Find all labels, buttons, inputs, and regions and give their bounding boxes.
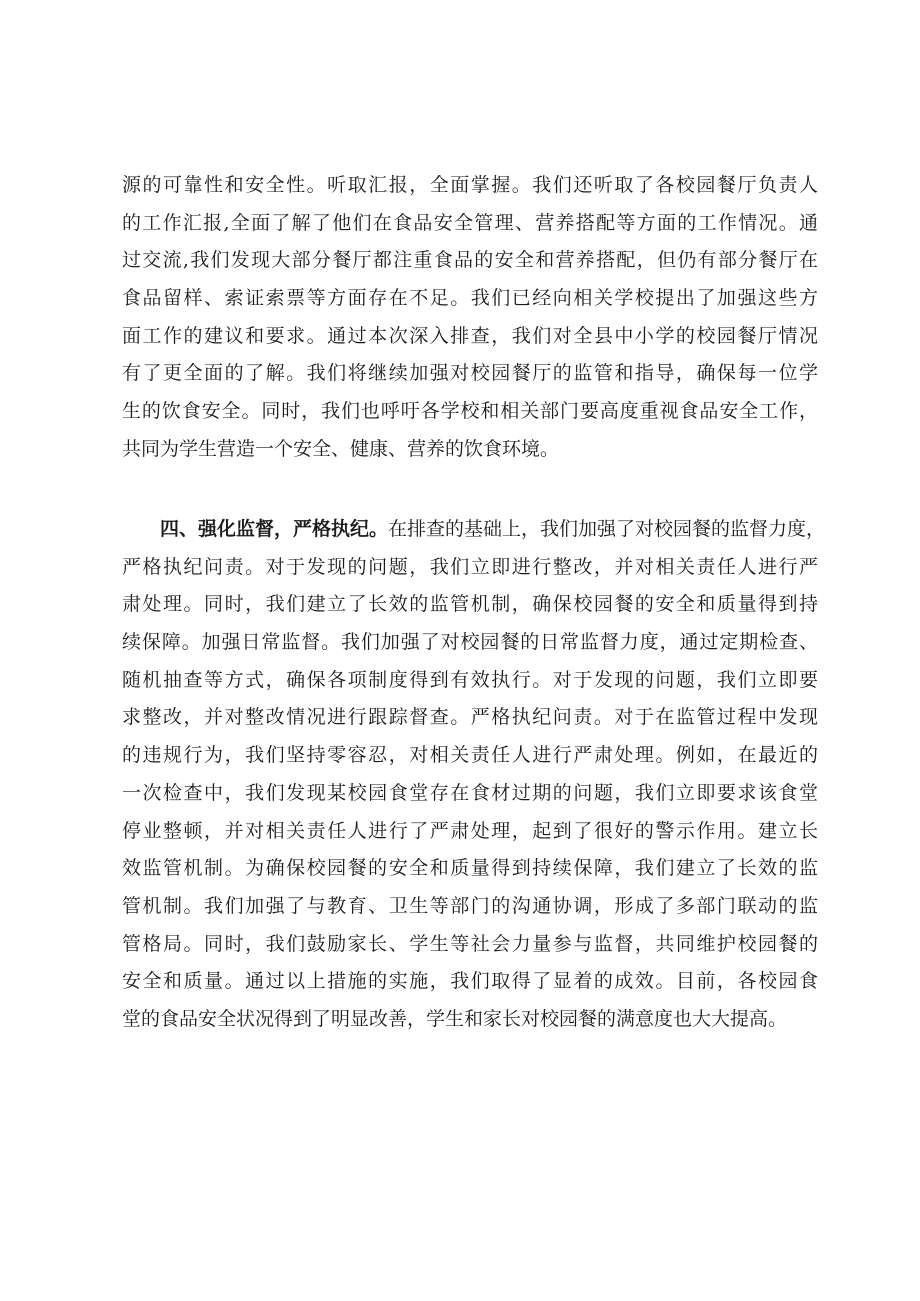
paragraph-line: 管格局。同时，我们鼓励家长、学生等社会力量参与监督，共同维护校园餐的 [122, 932, 818, 955]
paragraph-line: 面工作的建议和要求。通过本次深入排查，我们对全县中小学的校园餐厅情况 [122, 324, 818, 347]
paragraph-line: 源的可靠性和安全性。听取汇报，全面掌握。我们还听取了各校园餐厅负责人 [122, 174, 818, 196]
paragraph-line: 有了更全面的了解。我们将继续加强对校园餐厅的监管和指导，确保每一位学 [122, 362, 818, 385]
paragraph-line: 续保障。加强日常监督。我们加强了对校园餐的日常监督力度，通过定期检查、 [122, 631, 818, 654]
paragraph-line: 肃处理。同时，我们建立了长效的监管机制，确保校园餐的安全和质量得到持 [122, 593, 818, 616]
paragraph-line-rest: 在排查的基础上，我们加强了对校园餐的监督力度， [388, 518, 826, 540]
paragraph-line: 一次检查中，我们发现某校园食堂存在食材过期的问题，我们立即要求该食堂 [122, 781, 818, 804]
paragraph-2 [122, 511, 826, 1039]
paragraph-1 [122, 167, 818, 469]
paragraph-line: 安全和质量。通过以上措施的实施，我们取得了显着的成效。目前，各校园食 [122, 970, 818, 993]
paragraph-line: 共同为学生营造一个安全、健康、营养的饮食环境。 [122, 437, 560, 460]
paragraph-line: 的工作汇报,全面了解了他们在食品安全管理、营养搭配等方面的工作情况。通 [122, 211, 818, 234]
paragraph-line: 堂的食品安全状况得到了明显改善，学生和家长对校园餐的满意度也大大提高。 [122, 1007, 788, 1030]
paragraph-line: 随机抽查等方式，确保各项制度得到有效执行。对于发现的问题，我们立即要 [122, 668, 818, 691]
paragraph-line: 生的饮食安全。同时，我们也呼吁各学校和相关部门要高度重视食品安全工作， [122, 400, 818, 423]
paragraph-line: 严格执纪问责。对于发现的问题，我们立即进行整改，并对相关责任人进行严 [122, 555, 818, 578]
paragraph-line: 求整改，并对整改情况进行跟踪督查。严格执纪问责。对于在监管过程中发现 [122, 706, 818, 729]
paragraph-line: 管机制。我们加强了与教育、卫生等部门的沟通协调，形成了多部门联动的监 [122, 894, 818, 917]
paragraph-first-line [122, 511, 826, 549]
paragraph-line: 食品留样、索证索票等方面存在不足。我们已经向相关学校提出了加强这些方 [122, 287, 818, 310]
section-heading: 四、强化监督，严格执纪。 [160, 518, 389, 540]
paragraph-line: 停业整顿，并对相关责任人进行了严肃处理，起到了很好的警示作用。建立长 [122, 819, 818, 842]
paragraph-line: 过交流,我们发现大部分餐厅都注重食品的安全和营养搭配，但仍有部分餐厅在 [122, 249, 818, 272]
paragraph-line: 效监管机制。为确保校园餐的安全和质量得到持续保障，我们建立了长效的监 [122, 857, 818, 880]
paragraph-line: 的违规行为，我们坚持零容忍，对相关责任人进行严肃处理。例如，在最近的 [122, 744, 818, 767]
